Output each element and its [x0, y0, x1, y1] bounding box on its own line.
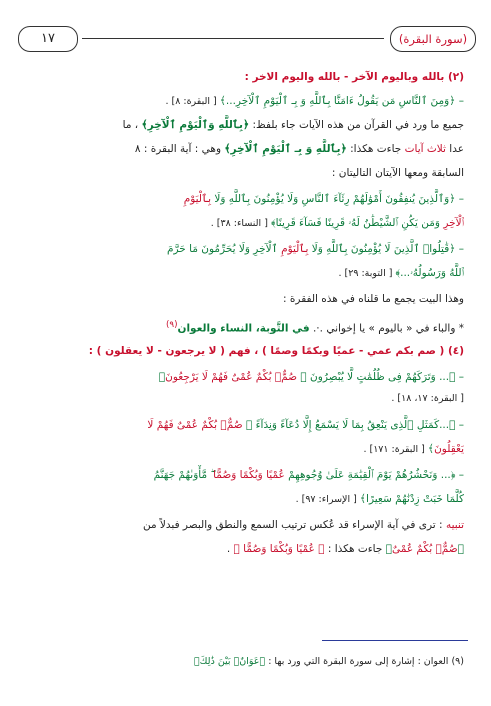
quran-verse: ٱلْآخِرِ وَلَا يُحَرِّمُونَ مَا حَرَّمَ [167, 243, 282, 255]
page-number: ١٧ [18, 26, 78, 52]
text: : ترى في آية الإسراء قد عُكس ترتيب السمع والنطق والبصر فبدلاً من [142, 519, 446, 531]
text: جميع ما ورد في القرآن من هذه الآيات جاء بلفظ: [249, 119, 464, 131]
heading-bullet-2 [26, 67, 464, 87]
quran-phrase: ﴿بِٱللَّهِ وَ بِـ ٱلْيَوْمِ ٱلْآخِرِ﴾ [224, 143, 347, 155]
verse-reference: [ الإسراء: ٩٧] . [295, 494, 360, 505]
text: جاءت هكذا: [346, 143, 405, 155]
verse-reference: [ البقرة: ١٧، ١٨] . [391, 393, 464, 404]
page-header [14, 26, 476, 52]
verse-line [26, 91, 464, 112]
footnote-marker: (٩) [165, 320, 178, 330]
quran-phrase: ﴿بِٱللَّهِ وَٱلْيَوْمِ ٱلْآخِرِ﴾ [141, 119, 250, 131]
footnote [26, 652, 464, 672]
verse-reference: [ البقرة: ٨] . [165, 96, 220, 107]
heading-part: بالله واليوم الاخر : [244, 71, 341, 83]
poem-highlight: في التَّوبة، النساء والعوان [177, 322, 310, 335]
footnote-text: (٩) العوان : إشارة إلى سورة البقرة التي ورد بها : [265, 656, 464, 667]
highlight: عُمْيًا وَبُكْمًا وَصُمًّا [213, 469, 285, 481]
text-line [26, 163, 464, 183]
heading-sep: - [340, 71, 353, 83]
footnote-rule [322, 640, 468, 641]
heading-part: ، فهم ( لا يرجعون - لا يعقلون ) : [88, 345, 262, 357]
verse-line [26, 367, 464, 387]
highlight: ﴿ عُمْيًا وَبُكْمًا وَصُمًّا ﴾ [233, 543, 325, 555]
quran-verse: – ﴿... وَتَرَكَهُمْ فِى ظُلُمَٰتٍ لَّا يُبْصِرُونَ ۞ [297, 371, 464, 383]
text: جاءت هكذا : [324, 543, 386, 555]
quran-verse: ﴾ [427, 443, 435, 455]
heading-part: (٢) بالله وباليوم الآخر [352, 71, 464, 83]
heading-bullet-4 [26, 341, 464, 361]
verse-line [26, 263, 464, 284]
verse-line [26, 189, 464, 209]
note-line [26, 539, 464, 559]
quran-bracket: ﴿ [457, 543, 464, 555]
quran-phrase: ﴿عَوَانٌۢ بَيْنَ ذَٰلِكَ﴾ [193, 656, 266, 667]
text: * والباء في « باليوم » يا إخواني .·. [309, 322, 464, 335]
text-line [26, 289, 464, 309]
highlight: صُمٌّۢ بُكْمٌ عُمْىٌ فَهُمْ لَا [147, 419, 243, 431]
highlight: ثلاث آيات [404, 143, 446, 155]
quran-verse: ٱللَّهُ وَرَسُولُهُۥ...﴾ [395, 267, 464, 279]
verse-line [26, 489, 464, 510]
highlight: ٱلْآخِرِ [443, 217, 464, 229]
quran-verse: ﴾ [158, 371, 166, 383]
poem-line [26, 315, 464, 339]
highlight: صُمٌّۢ بُكْمٌ عُمْىٌ فَهُمْ لَا يَرْجِعُونَ [165, 371, 298, 383]
reference-line [26, 389, 464, 409]
note-line [26, 515, 464, 535]
verse-line [26, 415, 464, 435]
header-rule [82, 38, 384, 39]
text: ، ما [122, 119, 142, 131]
verse-reference: [ البقرة: ١٧١] . [363, 444, 428, 455]
note-label: تنبيه [445, 519, 464, 531]
verse-line [26, 465, 464, 485]
heading-part: (٤) ( صم بكم عمي - عميًا وبكمًا وصمًا ) [261, 345, 464, 357]
quran-bracket: ﴾ [385, 543, 392, 555]
quran-verse: – ﴿وَمِنَ ٱلنَّاسِ مَن يَقُولُ ءَامَنَّا بِٱللَّهِ وَ بِـ ٱلْيَوْمِ ٱلْآخِرِ...﴾ [219, 95, 464, 107]
text: عدا [445, 143, 464, 155]
highlight: بِٱلْيَوْمِ [183, 193, 212, 205]
text: وهذا البيت يجمع ما قلناه في هذه الفقرة : [283, 293, 464, 305]
text: السابقة ومعها الآيتان التاليتان : [331, 167, 464, 179]
quran-verse: كُلَّمَا خَبَتْ زِدْنَٰهُمْ سَعِيرًا﴾ [359, 493, 464, 505]
sura-title: (سورة البقرة) [390, 26, 476, 52]
verse-reference: [ التوبة: ٢٩] . [338, 268, 396, 279]
highlight: بِٱلْيَوْمِ [281, 243, 309, 255]
quran-verse: – ﴿قَٰتِلُوا۟ ٱلَّذِينَ لَا يُؤْمِنُونَ بِٱللَّهِ وَلَا [308, 243, 464, 255]
text-line [26, 115, 464, 135]
text: وهي : آية البقرة : ٨ [134, 143, 225, 155]
highlight: صُمٌّۢ بُكْمٌ عُمْىٌ [392, 543, 458, 555]
quran-verse: – ﴿...كَمَثَلِ ٱلَّذِى يَنْعِقُ بِمَا لَا يَسْمَعُ إِلَّا دُعَآءً وَنِدَآءً ۚ [242, 419, 464, 431]
quran-verse: وَمَن يَكُنِ ٱلشَّيْطَٰنُ لَهُۥ قَرِينًا فَسَآءَ قَرِينًا﴾ [270, 217, 444, 229]
highlight: يَعْقِلُونَ [434, 443, 464, 455]
text: . [226, 543, 234, 555]
verse-line [26, 239, 464, 259]
quran-verse: – ﴿وَٱلَّذِينَ يُنفِقُونَ أَمْوَٰلَهُمْ رِئَآءَ ٱلنَّاسِ وَلَا يُؤْمِنُونَ بِٱللَّهِ وَلَا [211, 193, 464, 205]
verse-line [26, 213, 464, 234]
verse-reference: [ النساء: ٣٨] . [210, 218, 271, 229]
verse-line [26, 439, 464, 460]
quran-verse: ۖ مَّأْوَىٰهُمْ جَهَنَّمُ [153, 469, 214, 481]
quran-verse: – ﴿... وَنَحْشُرُهُمْ يَوْمَ ٱلْقِيَٰمَةِ عَلَىٰ وُجُوهِهِمْ [284, 469, 464, 481]
text-line [26, 139, 464, 159]
